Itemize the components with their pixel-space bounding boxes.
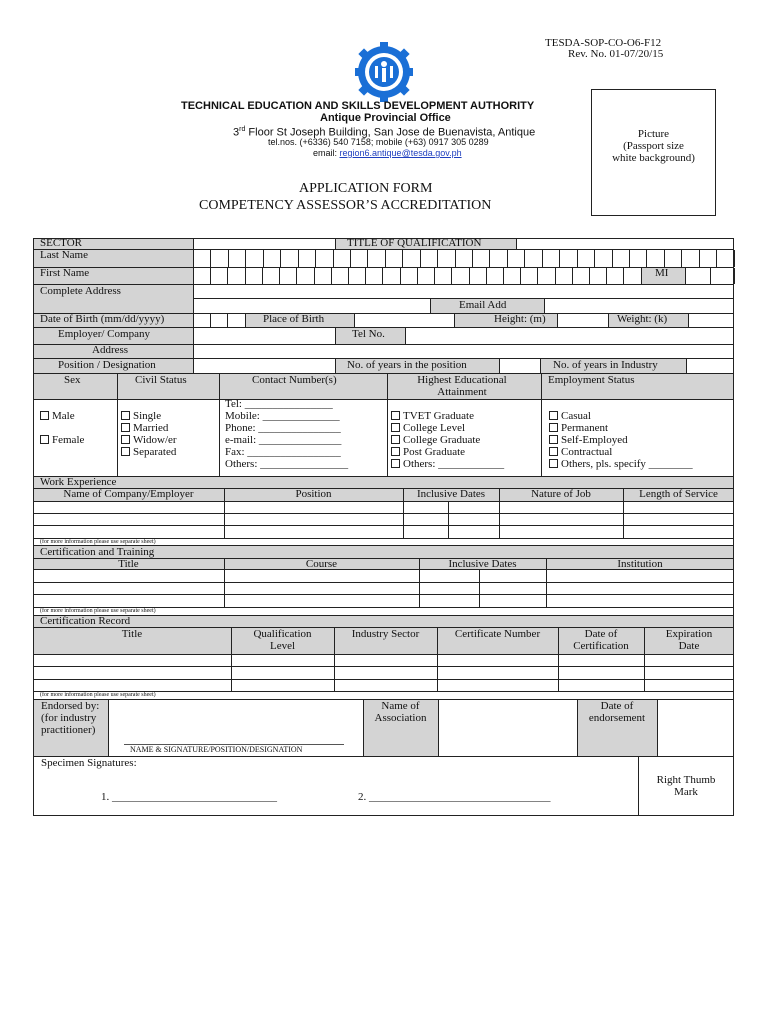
letter-cell[interactable] xyxy=(686,268,711,284)
letter-cell[interactable] xyxy=(456,250,473,267)
letter-cell[interactable] xyxy=(297,268,314,284)
letter-cell[interactable] xyxy=(229,250,246,267)
cert-header-qualification-level: Qualification Level xyxy=(253,628,312,652)
letter-cell[interactable] xyxy=(470,268,487,284)
middle-initial-input[interactable] xyxy=(685,268,735,284)
years-in-position-label: No. of years in the position xyxy=(347,359,467,371)
letter-cell[interactable] xyxy=(299,250,316,267)
letter-cell[interactable] xyxy=(366,268,383,284)
letter-cell[interactable] xyxy=(194,268,211,284)
education-option-college-level[interactable]: College Level xyxy=(391,422,465,434)
employment-option-self-employed[interactable]: Self-Employed xyxy=(549,434,628,446)
last-name-input[interactable] xyxy=(193,250,735,267)
dob-input[interactable] xyxy=(193,314,246,327)
letter-cell[interactable] xyxy=(624,268,641,284)
letter-cell[interactable] xyxy=(315,268,332,284)
letter-cell[interactable] xyxy=(194,250,211,267)
first-name-input[interactable] xyxy=(193,268,642,284)
dob-label: Date of Birth (mm/dd/yyyy) xyxy=(40,313,165,325)
letter-cell[interactable] xyxy=(711,268,736,284)
letter-cell[interactable] xyxy=(595,250,612,267)
civil-option-single[interactable]: Single xyxy=(121,410,161,422)
letter-cell[interactable] xyxy=(717,250,734,267)
contact-numbers-header: Contact Number(s) xyxy=(252,374,337,386)
association-name-label: Name of Association xyxy=(374,700,427,724)
letter-cell[interactable] xyxy=(504,268,521,284)
letter-cell[interactable] xyxy=(349,268,366,284)
letter-cell[interactable] xyxy=(630,250,647,267)
email-address-label: Email Add xyxy=(459,299,507,311)
revision-number: Rev. No. 01-07/20/15 xyxy=(568,48,664,60)
sex-option-male[interactable]: Male xyxy=(40,410,75,422)
education-option-college-graduate[interactable]: College Graduate xyxy=(391,434,480,446)
training-title: Certification and Training xyxy=(40,546,155,558)
office-address: 3rd Floor St Joseph Building, San Jose de Buenavista, Antique xyxy=(233,126,536,139)
office-email: email: region6.antique@tesda.gov.ph xyxy=(313,148,462,158)
contact-others-field[interactable]: Others: ________________ xyxy=(225,458,349,470)
cert-record-title: Certification Record xyxy=(40,615,131,627)
place-of-birth-label: Place of Birth xyxy=(263,313,325,325)
letter-cell[interactable] xyxy=(590,268,607,284)
employer-input[interactable] xyxy=(194,328,335,344)
contact-fax-field[interactable]: Fax: _________________ xyxy=(225,446,341,458)
passport-photo-box[interactable]: Picture (Passport size white background) xyxy=(591,89,716,216)
cert-header-industry-sector: Industry Sector xyxy=(351,628,420,640)
office-name: Antique Provincial Office xyxy=(320,112,451,124)
specimen-signatures-label: Specimen Signatures: xyxy=(41,757,137,769)
employer-tel-label: Tel No. xyxy=(352,328,385,340)
letter-cell[interactable] xyxy=(521,268,538,284)
complete-address-input[interactable] xyxy=(194,285,733,298)
last-name-label: Last Name xyxy=(40,249,88,261)
letter-cell[interactable] xyxy=(280,268,297,284)
civil-option-married[interactable]: Married xyxy=(121,422,168,434)
letter-cell[interactable] xyxy=(401,268,418,284)
letter-cell[interactable] xyxy=(316,250,333,267)
letter-cell[interactable] xyxy=(281,250,298,267)
employer-address-input[interactable] xyxy=(194,345,733,358)
education-option-others[interactable]: Others: ____________ xyxy=(391,458,504,470)
middle-initial-label: MI xyxy=(655,267,669,279)
letter-cell[interactable] xyxy=(418,268,435,284)
letter-cell[interactable] xyxy=(246,250,263,267)
employment-option-permanent[interactable]: Permanent xyxy=(549,422,608,434)
civil-option-widow[interactable]: Widow/er xyxy=(121,434,177,446)
letter-cell[interactable] xyxy=(490,250,507,267)
letter-cell[interactable] xyxy=(332,268,349,284)
letter-cell[interactable] xyxy=(386,250,403,267)
letter-cell[interactable] xyxy=(264,250,281,267)
letter-cell[interactable] xyxy=(487,268,504,284)
work-header-company: Name of Company/Employer xyxy=(63,488,194,500)
right-thumb-mark-label: Right Thumb Mark xyxy=(656,774,716,798)
letter-cell[interactable] xyxy=(578,250,595,267)
letter-cell[interactable] xyxy=(473,250,490,267)
letter-cell[interactable] xyxy=(211,268,228,284)
training-header-institution: Institution xyxy=(617,558,663,570)
letter-cell[interactable] xyxy=(573,268,590,284)
letter-cell[interactable] xyxy=(263,268,280,284)
association-name-input[interactable] xyxy=(439,700,577,756)
cert-record-rows[interactable] xyxy=(34,655,733,691)
training-header-title: Title xyxy=(118,558,139,570)
work-header-dates: Inclusive Dates xyxy=(416,488,486,500)
height-label: Height: (m) xyxy=(494,313,546,325)
civil-status-header: Civil Status xyxy=(135,374,187,386)
education-option-tvet[interactable]: TVET Graduate xyxy=(391,410,474,422)
letter-cell[interactable] xyxy=(421,250,438,267)
training-note: (for more information please use separate sheet) xyxy=(40,608,156,614)
civil-option-separated[interactable]: Separated xyxy=(121,446,176,458)
signature-line-1[interactable]: 1. ______________________________ xyxy=(101,791,277,803)
email-address-input[interactable] xyxy=(545,299,733,313)
employer-label: Employer/ Company xyxy=(58,328,150,340)
weight-input[interactable] xyxy=(689,314,733,327)
letter-cell[interactable] xyxy=(665,250,682,267)
contact-tel-field[interactable]: Tel: ________________ xyxy=(225,398,333,410)
endorsement-date-input[interactable] xyxy=(658,700,733,756)
contact-phone-field[interactable]: Phone: _______________ xyxy=(225,422,341,434)
education-header: Highest Educational xyxy=(417,374,507,386)
education-option-post-graduate[interactable]: Post Graduate xyxy=(391,446,465,458)
work-experience-title: Work Experience xyxy=(40,476,117,488)
cert-header-certificate-number: Certificate Number xyxy=(454,628,541,640)
letter-cell[interactable] xyxy=(647,250,664,267)
employment-option-casual[interactable]: Casual xyxy=(549,410,591,422)
letter-cell[interactable] xyxy=(700,250,717,267)
sector-input[interactable] xyxy=(194,239,335,249)
first-name-label: First Name xyxy=(40,267,90,279)
agency-name: TECHNICAL EDUCATION AND SKILLS DEVELOPMENT AUTHORITY xyxy=(181,100,535,112)
employer-tel-input[interactable] xyxy=(406,328,733,344)
work-header-nature: Nature of Job xyxy=(531,488,591,500)
cert-header-expiration: Expiration Date xyxy=(665,628,713,652)
complete-address-label: Complete Address xyxy=(40,285,121,297)
signature-line-2[interactable]: 2. _________________________________ xyxy=(358,791,551,803)
sex-option-female[interactable]: Female xyxy=(40,434,84,446)
letter-cell[interactable] xyxy=(508,250,525,267)
letter-cell[interactable] xyxy=(538,268,555,284)
endorser-signature-caption: NAME & SIGNATURE/POSITION/DESIGNATION xyxy=(130,745,303,754)
training-rows[interactable] xyxy=(34,570,733,607)
letter-cell[interactable] xyxy=(560,250,577,267)
letter-cell[interactable] xyxy=(607,268,624,284)
height-input[interactable] xyxy=(558,314,608,327)
sex-header: Sex xyxy=(64,374,81,386)
email-link[interactable]: region6.antique@tesda.gov.ph xyxy=(339,148,462,158)
years-in-industry-label: No. of years in Industry xyxy=(553,359,658,371)
training-header-dates: Inclusive Dates xyxy=(448,558,517,570)
years-in-position-input[interactable] xyxy=(500,359,540,373)
employment-status-header: Employment Status xyxy=(548,374,635,386)
letter-cell[interactable] xyxy=(228,268,245,284)
form-title: APPLICATION FORM xyxy=(299,181,433,196)
letter-cell[interactable] xyxy=(351,250,368,267)
position-label: Position / Designation xyxy=(58,359,156,371)
letter-cell[interactable] xyxy=(682,250,699,267)
letter-cell[interactable] xyxy=(543,250,560,267)
letter-cell[interactable] xyxy=(368,250,385,267)
employment-option-others[interactable]: Others, pls. specify ________ xyxy=(549,458,693,470)
work-header-length: Length of Service xyxy=(639,488,718,500)
endorsed-by-label: Endorsed by: (for industry practitioner) xyxy=(41,700,100,736)
weight-label: Weight: (k) xyxy=(617,313,668,325)
years-in-industry-input[interactable] xyxy=(687,359,733,373)
document-code: TESDA-SOP-CO-O6-F12 xyxy=(545,37,662,49)
letter-cell[interactable] xyxy=(211,250,228,267)
letter-cell[interactable] xyxy=(525,250,542,267)
letter-cell[interactable] xyxy=(556,268,573,284)
letter-cell[interactable] xyxy=(403,250,420,267)
office-phone: tel.nos. (+6336) 540 7158; mobile (+63) 0917 305 0289 xyxy=(268,137,489,147)
form-subtitle: COMPETENCY ASSESSOR’S ACCREDITATION xyxy=(199,198,492,213)
endorsement-date-label: Date of endorsement xyxy=(588,700,646,724)
letter-cell[interactable] xyxy=(435,268,452,284)
cert-note: (for more information please use separate sheet) xyxy=(40,692,156,698)
cert-header-title: Title xyxy=(121,628,143,640)
place-of-birth-input[interactable] xyxy=(355,314,454,327)
qualification-title-input[interactable] xyxy=(517,239,733,249)
sector-label: SECTOR xyxy=(40,237,82,249)
position-input[interactable] xyxy=(194,359,335,373)
letter-cell[interactable] xyxy=(383,268,400,284)
contact-email-field[interactable]: e-mail: _______________ xyxy=(225,434,342,446)
work-experience-rows[interactable] xyxy=(34,502,733,538)
letter-cell[interactable] xyxy=(452,268,469,284)
contact-mobile-field[interactable]: Mobile: ______________ xyxy=(225,410,340,422)
employer-address-label: Address xyxy=(92,344,129,356)
cert-header-date: Date of Certification xyxy=(573,628,629,652)
training-header-course: Course xyxy=(305,558,338,570)
work-header-position: Position xyxy=(295,488,332,500)
letter-cell[interactable] xyxy=(246,268,263,284)
letter-cell[interactable] xyxy=(334,250,351,267)
tesda-logo-icon xyxy=(347,42,421,102)
letter-cell[interactable] xyxy=(613,250,630,267)
letter-cell[interactable] xyxy=(438,250,455,267)
employment-option-contractual[interactable]: Contractual xyxy=(549,446,612,458)
work-note: (for more information please use separate sheet) xyxy=(40,539,156,545)
qualification-title-label: TITLE OF QUALIFICATION xyxy=(347,237,482,249)
